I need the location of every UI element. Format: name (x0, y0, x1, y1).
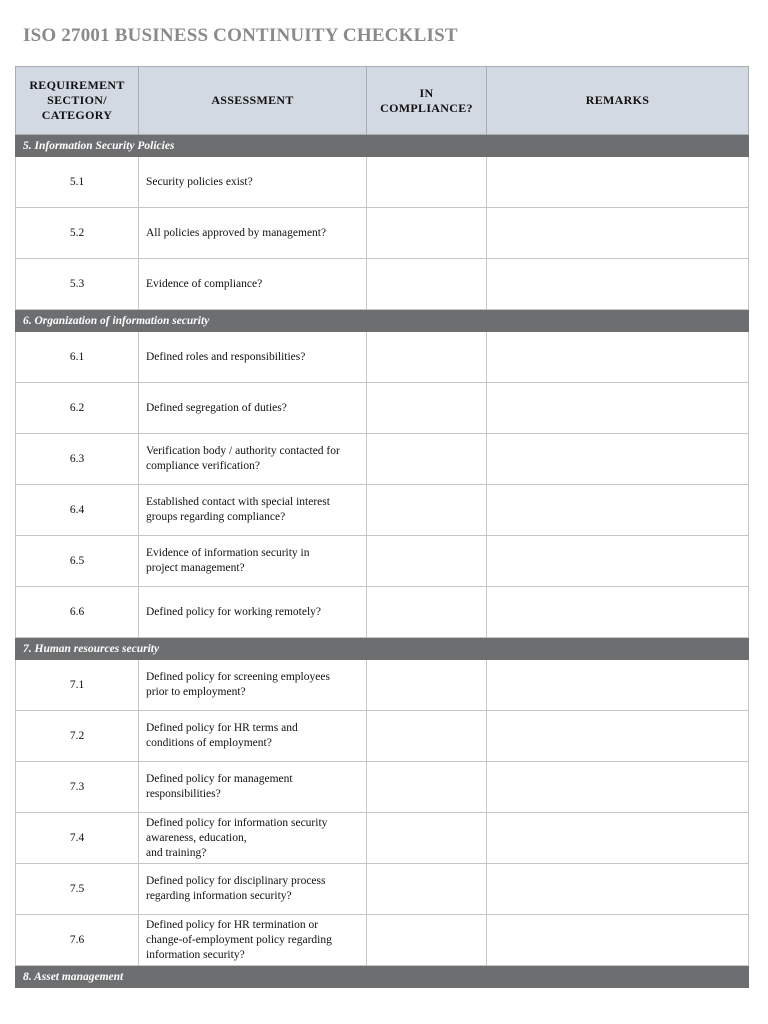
remarks-cell[interactable] (487, 208, 749, 259)
requirement-number: 7.3 (16, 762, 139, 813)
compliance-cell[interactable] (367, 762, 487, 813)
compliance-cell[interactable] (367, 157, 487, 208)
section-title: 5. Information Security Policies (16, 135, 749, 157)
table-header (16, 67, 749, 135)
remarks-cell[interactable] (487, 383, 749, 434)
compliance-cell[interactable] (367, 434, 487, 485)
assessment-text: Defined policy for HR terms and conditions of employment? (139, 711, 367, 762)
header-section (16, 67, 139, 135)
compliance-cell[interactable] (367, 587, 487, 638)
remarks-cell[interactable] (487, 434, 749, 485)
assessment-text: Defined segregation of duties? (139, 383, 367, 434)
section-title: 6. Organization of information security (16, 310, 749, 332)
header-row (16, 67, 749, 135)
requirement-number: 5.2 (16, 208, 139, 259)
requirement-number: 6.5 (16, 536, 139, 587)
remarks-cell[interactable] (487, 485, 749, 536)
section-header-row (16, 135, 749, 157)
assessment-text: Security policies exist? (139, 157, 367, 208)
assessment-text: Defined policy for information security awareness, education, and training? (139, 813, 367, 864)
compliance-cell[interactable] (367, 332, 487, 383)
compliance-cell[interactable] (367, 259, 487, 310)
remarks-cell[interactable] (487, 536, 749, 587)
section-header-row (16, 966, 749, 988)
table-row (16, 587, 749, 638)
remarks-cell[interactable] (487, 915, 749, 966)
requirement-number: 7.4 (16, 813, 139, 864)
requirement-number: 7.2 (16, 711, 139, 762)
table-row (16, 434, 749, 485)
table-row (16, 762, 749, 813)
table-row (16, 485, 749, 536)
requirement-number: 5.1 (16, 157, 139, 208)
checklist-table (15, 66, 749, 988)
compliance-cell[interactable] (367, 208, 487, 259)
header-compliance-label: IN COMPLIANCE? (380, 85, 473, 115)
assessment-text: All policies approved by management? (139, 208, 367, 259)
table-row (16, 259, 749, 310)
requirement-number: 5.3 (16, 259, 139, 310)
compliance-cell[interactable] (367, 864, 487, 915)
table-row (16, 208, 749, 259)
header-section-label: REQUIREMENT SECTION/ CATEGORY (29, 78, 125, 122)
table-row (16, 157, 749, 208)
compliance-cell[interactable] (367, 660, 487, 711)
assessment-text: Defined policy for disciplinary process regarding information security? (139, 864, 367, 915)
table-row (16, 536, 749, 587)
assessment-text: Defined roles and responsibilities? (139, 332, 367, 383)
requirement-number: 6.2 (16, 383, 139, 434)
table-row (16, 332, 749, 383)
assessment-text: Defined policy for HR termination or change-of-employment policy regarding information security? (139, 915, 367, 966)
table-row (16, 813, 749, 864)
table-row (16, 660, 749, 711)
remarks-cell[interactable] (487, 711, 749, 762)
section-title: 8. Asset management (16, 966, 749, 988)
compliance-cell[interactable] (367, 383, 487, 434)
table-body (16, 135, 749, 988)
assessment-text: Established contact with special interest groups regarding compliance? (139, 485, 367, 536)
assessment-text: Evidence of compliance? (139, 259, 367, 310)
section-title: 7. Human resources security (16, 638, 749, 660)
compliance-cell[interactable] (367, 485, 487, 536)
remarks-cell[interactable] (487, 157, 749, 208)
remarks-cell[interactable] (487, 864, 749, 915)
remarks-cell[interactable] (487, 259, 749, 310)
requirement-number: 7.1 (16, 660, 139, 711)
requirement-number: 6.4 (16, 485, 139, 536)
compliance-cell[interactable] (367, 711, 487, 762)
remarks-cell[interactable] (487, 587, 749, 638)
requirement-number: 7.5 (16, 864, 139, 915)
remarks-cell[interactable] (487, 332, 749, 383)
remarks-cell[interactable] (487, 813, 749, 864)
assessment-text: Defined policy for working remotely? (139, 587, 367, 638)
assessment-text: Evidence of information security in project management? (139, 536, 367, 587)
assessment-text: Defined policy for management responsibilities? (139, 762, 367, 813)
table-row (16, 383, 749, 434)
table-row (16, 864, 749, 915)
header-remarks (487, 67, 749, 135)
header-assessment (139, 67, 367, 135)
page-title: ISO 27001 BUSINESS CONTINUITY CHECKLIST (23, 25, 458, 46)
compliance-cell[interactable] (367, 536, 487, 587)
requirement-number: 6.1 (16, 332, 139, 383)
header-assessment-label: ASSESSMENT (211, 93, 294, 107)
requirement-number: 6.3 (16, 434, 139, 485)
table-row (16, 915, 749, 966)
header-compliance (367, 67, 487, 135)
requirement-number: 7.6 (16, 915, 139, 966)
table-row (16, 711, 749, 762)
remarks-cell[interactable] (487, 660, 749, 711)
section-header-row (16, 310, 749, 332)
remarks-cell[interactable] (487, 762, 749, 813)
section-header-row (16, 638, 749, 660)
compliance-cell[interactable] (367, 915, 487, 966)
requirement-number: 6.6 (16, 587, 139, 638)
assessment-text: Verification body / authority contacted for compliance verification? (139, 434, 367, 485)
assessment-text: Defined policy for screening employees prior to employment? (139, 660, 367, 711)
header-remarks-label: REMARKS (585, 93, 650, 107)
compliance-cell[interactable] (367, 813, 487, 864)
